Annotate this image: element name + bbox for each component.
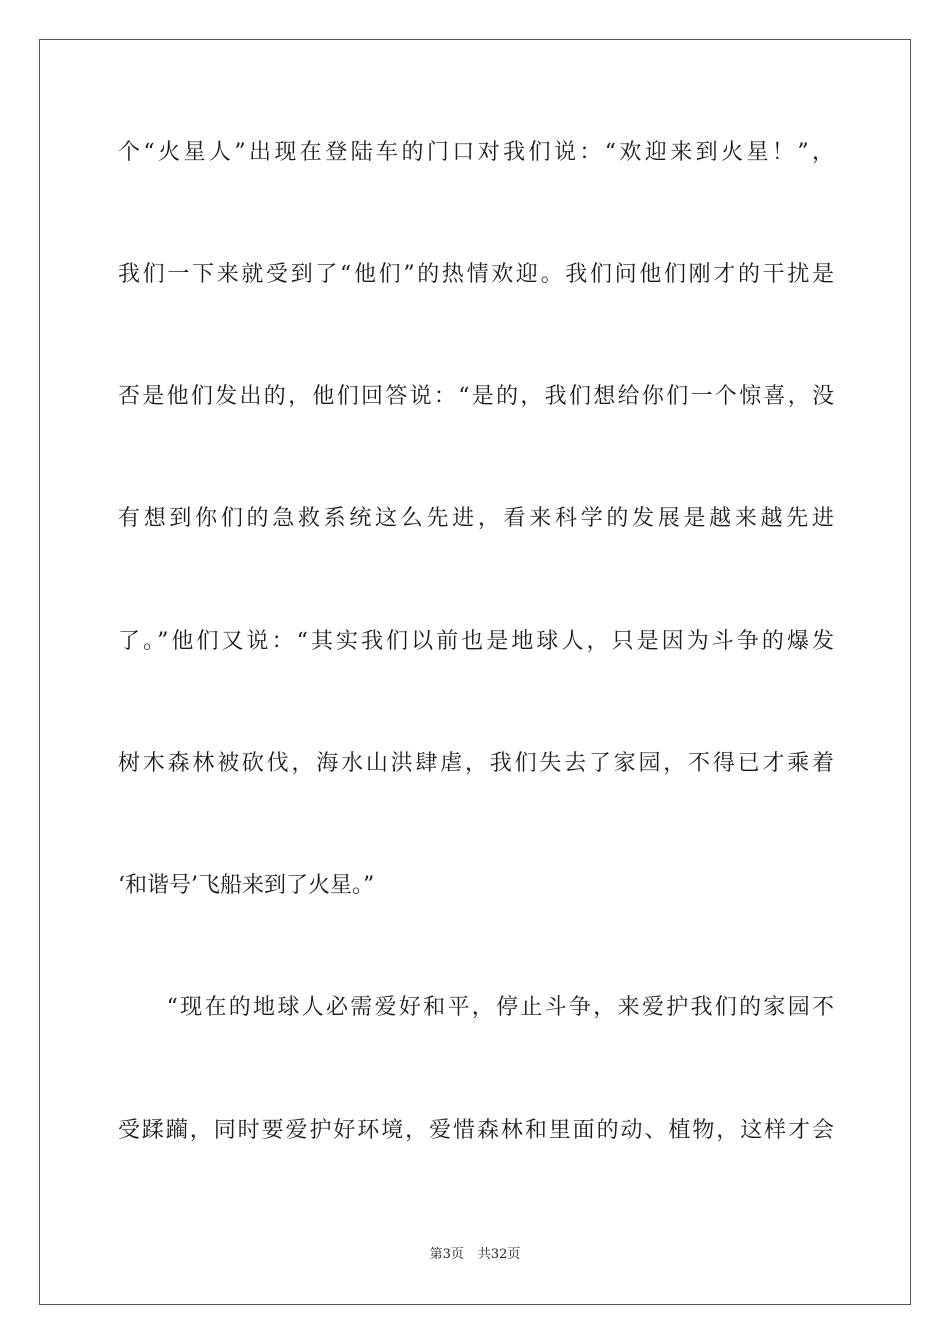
text-line-8: “现在的地球人必需爱好和平，停止斗争，来爱护我们的家园不	[118, 995, 834, 1020]
text-line-7: ‘和谐号’飞船来到了火星。”	[118, 873, 375, 898]
text-line-5: 了。”他们又说：“其实我们以前也是地球人，只是因为斗争的爆发	[118, 629, 834, 654]
text-line-3: 否是他们发出的，他们回答说：“是的，我们想给你们一个惊喜，没	[118, 384, 834, 409]
text-line-9: 受蹂躏，同时要爱护好环境，爱惜森林和里面的动、植物，这样才会	[118, 1118, 834, 1143]
text-line-2: 我们一下来就受到了“他们”的热情欢迎。我们问他们刚才的干扰是	[118, 262, 834, 287]
total-pages: 共32页	[477, 1247, 521, 1262]
page-footer	[0, 1246, 950, 1264]
page-number: 第3页	[429, 1247, 464, 1262]
text-line-6: 树木森林被砍伐，海水山洪肆虐，我们失去了家园，不得已才乘着	[118, 751, 834, 776]
text-line-4: 有想到你们的急救系统这么先进，看来科学的发展是越来越先进	[118, 506, 834, 531]
text-line-1: 个“火星人”出现在登陆车的门口对我们说：“欢迎来到火星！”，	[118, 140, 834, 165]
